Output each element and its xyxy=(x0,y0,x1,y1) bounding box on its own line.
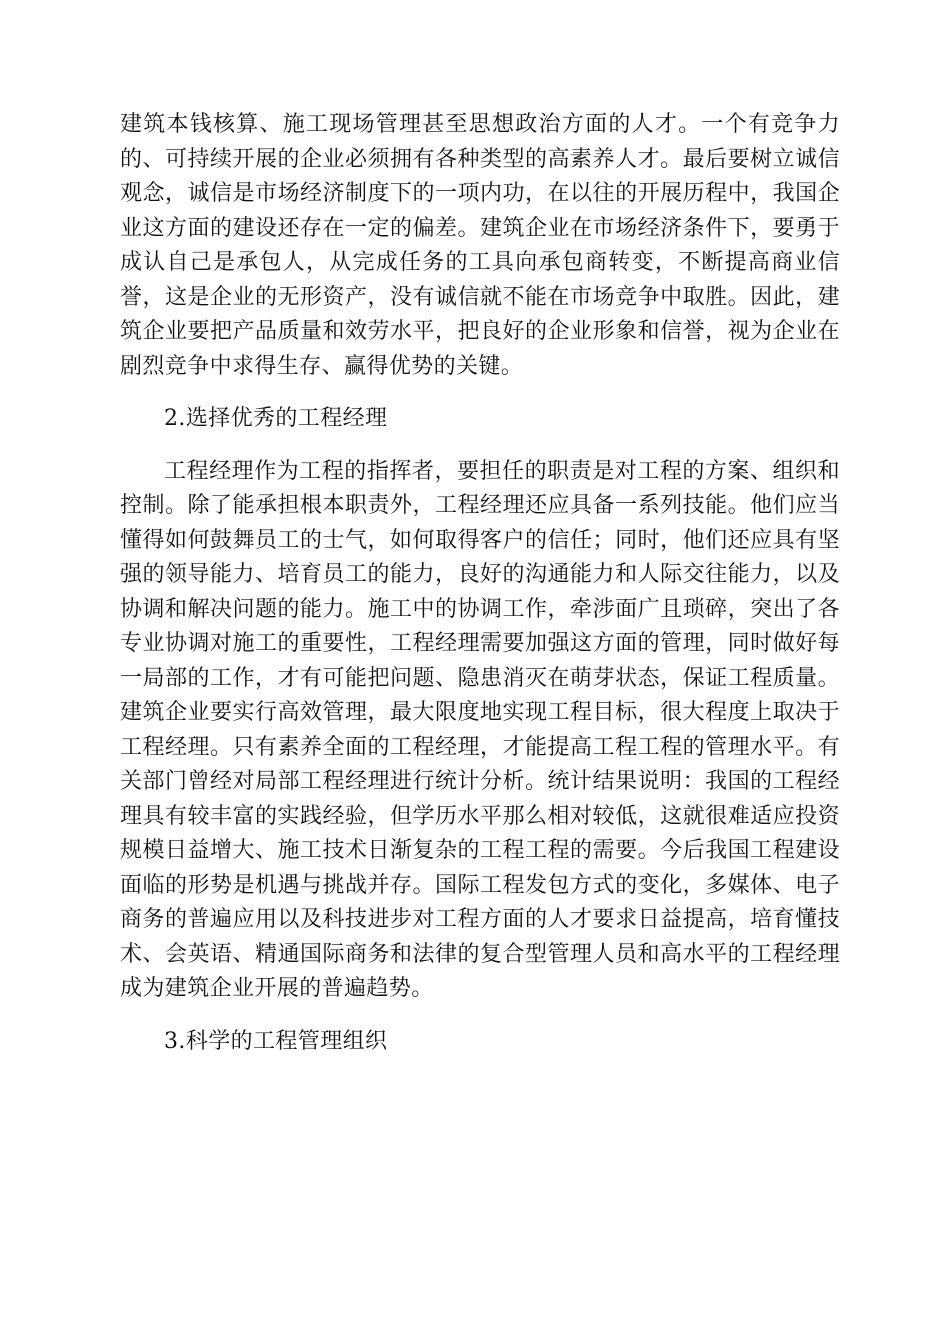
heading-spacer xyxy=(120,437,840,455)
section-heading-2: 2.选择优秀的工程经理 xyxy=(164,406,388,431)
paragraph-spacer xyxy=(120,1007,840,1025)
section-heading-3: 3.科学的工程管理组织 xyxy=(164,1028,388,1054)
paragraph-spacer xyxy=(120,384,840,402)
paragraph-project-manager: 工程经理作为工程的指挥者，要担任的职责是对工程的方案、组织和控制。除了能承担根本职责外，工程经理还应具备一系列技能。他们应当懂得如何鼓舞员工的士气，如何取得客户的信任；同时，他们还应具有坚强的领导能力、培育员工的能力，良好的沟通能力和人际交往能力，以及协调和解决问题的能力。施工中的协调工作，牵涉面广且琐碎，突出了各专业协调对施工的重要性，工程经理需要加强这方面的管理，同时做好每一局部的工作，才有可能把问题、隐患消灭在萌芽状态，保证工程质量。建筑企业要实行高效管理，最大限度地实现工程目标，很大程度上取决于工程经理。只有素养全面的工程经理，才能提高工程工程的管理水平。有关部门曾经对局部工程经理进行统计分析。统计结果说明：我国的工程经理具有较丰富的实践经验，但学历水平那么相对较低，这就很难适应投资规模日益增大、施工技术日渐复杂的工程工程的需要。今后我国工程建设面临的形势是机遇与挑战并存。国际工程发包方式的变化，多媒体、电子商务的普遍应用以及科技进步对工程方面的人才要求日益提高，培育懂技术、会英语、精通国际商务和法律的复合型管理人员和高水平的工程经理成为建筑企业开展的普遍趋势。 xyxy=(120,458,840,1001)
document-body xyxy=(120,108,840,1059)
paragraph-integrity: 建筑本钱核算、施工现场管理甚至思想政治方面的人才。一个有竞争力的、可持续开展的企业必须拥有各种类型的高素养人才。最后要树立诚信观念，诚信是市场经济制度下的一项内功，在以往的开展历程中，我国企业这方面的建设还存在一定的偏差。建筑企业在市场经济条件下，要勇于成认自己是承包人，从完成任务的工具向承包商转变，不断提高商业信誉，这是企业的无形资产，没有诚信就不能在市场竞争中取胜。因此，建筑企业要把产品质量和效劳水平，把良好的企业形象和信誉，视为企业在剧烈竞争中求得生存、赢得优势的关键。 xyxy=(120,112,840,379)
